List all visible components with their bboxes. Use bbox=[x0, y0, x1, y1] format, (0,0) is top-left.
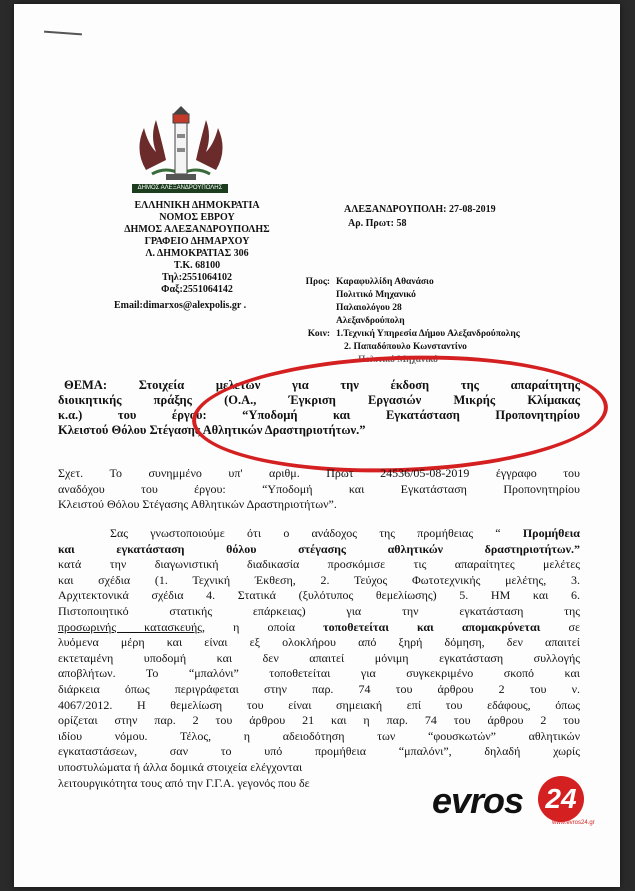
body-line: λειτουργικότητα τους από την Γ.Γ.Α. γεγονός που δε bbox=[58, 775, 310, 790]
body-line: διάρκεια όπως περιγράφεται στην παρ. 74 του άρθρου 2 του ν. bbox=[58, 681, 580, 696]
cc-line: Πολιτικό Μηχανικό bbox=[358, 355, 438, 365]
reference-line: Σχετ. Το συνημμένο υπ' αριθμ. Πρωτ 24536/05-08-2019 έγγραφο του bbox=[58, 466, 580, 480]
subject-line: κ.α.) του έργου: “Υποδομή και Εγκατάσταση Προπονητηρίου bbox=[58, 408, 580, 422]
body-line: λυόμενα μέρη και είναι εξ ολοκλήρου από ξηρή δόμηση, δεν απαιτεί bbox=[58, 635, 580, 650]
dateline bbox=[344, 203, 496, 231]
letterhead-line: ΓΡΑΦΕΙΟ ΔΗΜΑΡΧΟΥ bbox=[144, 236, 250, 247]
crest-caption: ΔΗΜΟΣ ΑΛΕΞΑΝΔΡΟΥΠΟΛΗΣ bbox=[132, 184, 228, 193]
body-line: εκτεταμένη υποδομή και δεν απαιτεί μόνιμη εγκατάσταση συλλογής bbox=[58, 650, 580, 665]
body-line: Πιστοποιητικό στατικής επάρκειας) για την εγκατάσταση της bbox=[58, 603, 580, 618]
email-line: Email:dimarxos@alexpolis.gr . bbox=[114, 300, 247, 311]
letterhead-line: ΔΗΜΟΣ ΑΛΕΞΑΝΔΡΟΥΠΟΛΗΣ bbox=[124, 224, 270, 235]
letterhead-line: ΝΟΜΟΣ ΕΒΡΟΥ bbox=[159, 212, 235, 223]
protocol-number: Αρ. Πρωτ: 58 bbox=[348, 218, 407, 229]
body-line: και εγκατάσταση θόλου στέγασης αθλητικών δραστηριοτήτων.” bbox=[58, 541, 580, 556]
lighthouse-crest-icon bbox=[126, 100, 236, 190]
body-line: προσωρινής κατασκευής, η οποία τοποθετείται και απομακρύνεται σε bbox=[58, 619, 580, 634]
logo-badge: 24 bbox=[538, 776, 584, 822]
cc-line: 1.Τεχνική Υπηρεσία Δήμου Αλεξανδρούπολης bbox=[336, 329, 520, 339]
body-line: υποστυλώματα ή άλλα δομικά στοιχεία ελέγχονται bbox=[58, 759, 303, 774]
to-label: Προς: bbox=[305, 277, 330, 287]
letterhead-line: Λ. ΔΗΜΟΚΡΑΤΙΑΣ 306 bbox=[145, 248, 249, 259]
letterhead-line: Τηλ:2551064102 bbox=[161, 272, 233, 283]
subject-line: Κλειστού Θόλου Στέγασης Αθλητικών Δραστηριοτήτων.” bbox=[58, 423, 366, 437]
document-page bbox=[14, 4, 620, 887]
to-line: Παλαιολόγου 28 bbox=[336, 303, 402, 313]
letterhead-line: Τ.Κ. 68100 bbox=[173, 260, 221, 271]
pen-mark bbox=[44, 31, 82, 36]
place-date: ΑΛΕΞΑΝΔΡΟΥΠΟΛΗ: 27-08-2019 bbox=[344, 204, 496, 215]
body-line: εγκαταστάσεων, σαν το υπό προμήθεια “μπαλόνι”, δηλαδή χωρίς bbox=[58, 744, 580, 759]
body-line: Σας γνωστοποιούμε ότι ο ανάδοχος της προμήθειας “ Προμήθεια bbox=[110, 526, 580, 540]
logo-text: evros bbox=[432, 780, 524, 821]
evros24-watermark-logo bbox=[432, 776, 602, 832]
body-line: ιδίου νόμου. Τέλος, η αδειοδότηση των “φουσκωτών” αθλητικών bbox=[58, 728, 580, 743]
letterhead-line: Φαξ:2551064142 bbox=[161, 284, 233, 295]
body-line: αποβλήτων. Το “μπαλόνι” τοποθετείται για συγκεκριμένο σκοπό και bbox=[58, 666, 580, 681]
main-paragraph bbox=[58, 526, 580, 791]
cc-label: Κοιν: bbox=[307, 329, 330, 339]
body-line: ορίζεται στην παρ. 2 του άρθρου 21 και η παρ. 74 του άρθρου 2 του bbox=[58, 713, 580, 728]
to-line: Αλεξανδρούπολη bbox=[336, 316, 405, 326]
recipients-block bbox=[296, 276, 520, 367]
body-line: και σχέδια (1. Τεχνική Έκθεση, 2. Τεύχος Φωτοτεχνικής μελέτης, 3. bbox=[58, 572, 580, 587]
logo-subtext: www.evros24.gr bbox=[552, 820, 595, 826]
body-line: Αρχιτεκτονικά σχέδια 4. Στατικά (ξυλότυπος θεμελίωσης) 5. ΗΜ και 6. bbox=[58, 588, 580, 603]
subject-line: διοικητικής πράξης (Ο.Α., Έγκριση Εργασιών Μικρής Κλίμακας bbox=[58, 393, 580, 407]
to-line: Καραφυλλίδη Αθανάσιο bbox=[336, 277, 434, 287]
reference-block bbox=[58, 466, 580, 513]
body-line: 4067/2012. Η θεμελίωση του είναι σημειακή επί του εδάφους, όπως bbox=[58, 697, 580, 712]
reference-line: αναδόχου του έργου: “Υποδομή και Εγκατάσταση Προπονητηρίου bbox=[58, 481, 580, 496]
to-line: Πολιτικό Μηχανικό bbox=[336, 290, 416, 300]
body-line: κατά την διαγωνιστική διαδικασία προσκόμισε τις απαραίτητες μελέτες bbox=[58, 557, 580, 572]
letterhead-block bbox=[122, 200, 272, 296]
subject-line: ΘΕΜΑ: Στοιχεία μελετών για την έκδοση της απαραίτητης bbox=[64, 378, 580, 392]
subject-block bbox=[58, 378, 580, 438]
letterhead-line: ΕΛΛΗΝΙΚΗ ΔΗΜΟΚΡΑΤΙΑ bbox=[134, 200, 260, 211]
cc-line: 2. Παπαδόπουλο Κωνσταντίνο bbox=[344, 342, 467, 352]
reference-line: Κλειστού Θόλου Στέγασης Αθλητικών Δραστηριοτήτων”. bbox=[58, 497, 337, 512]
